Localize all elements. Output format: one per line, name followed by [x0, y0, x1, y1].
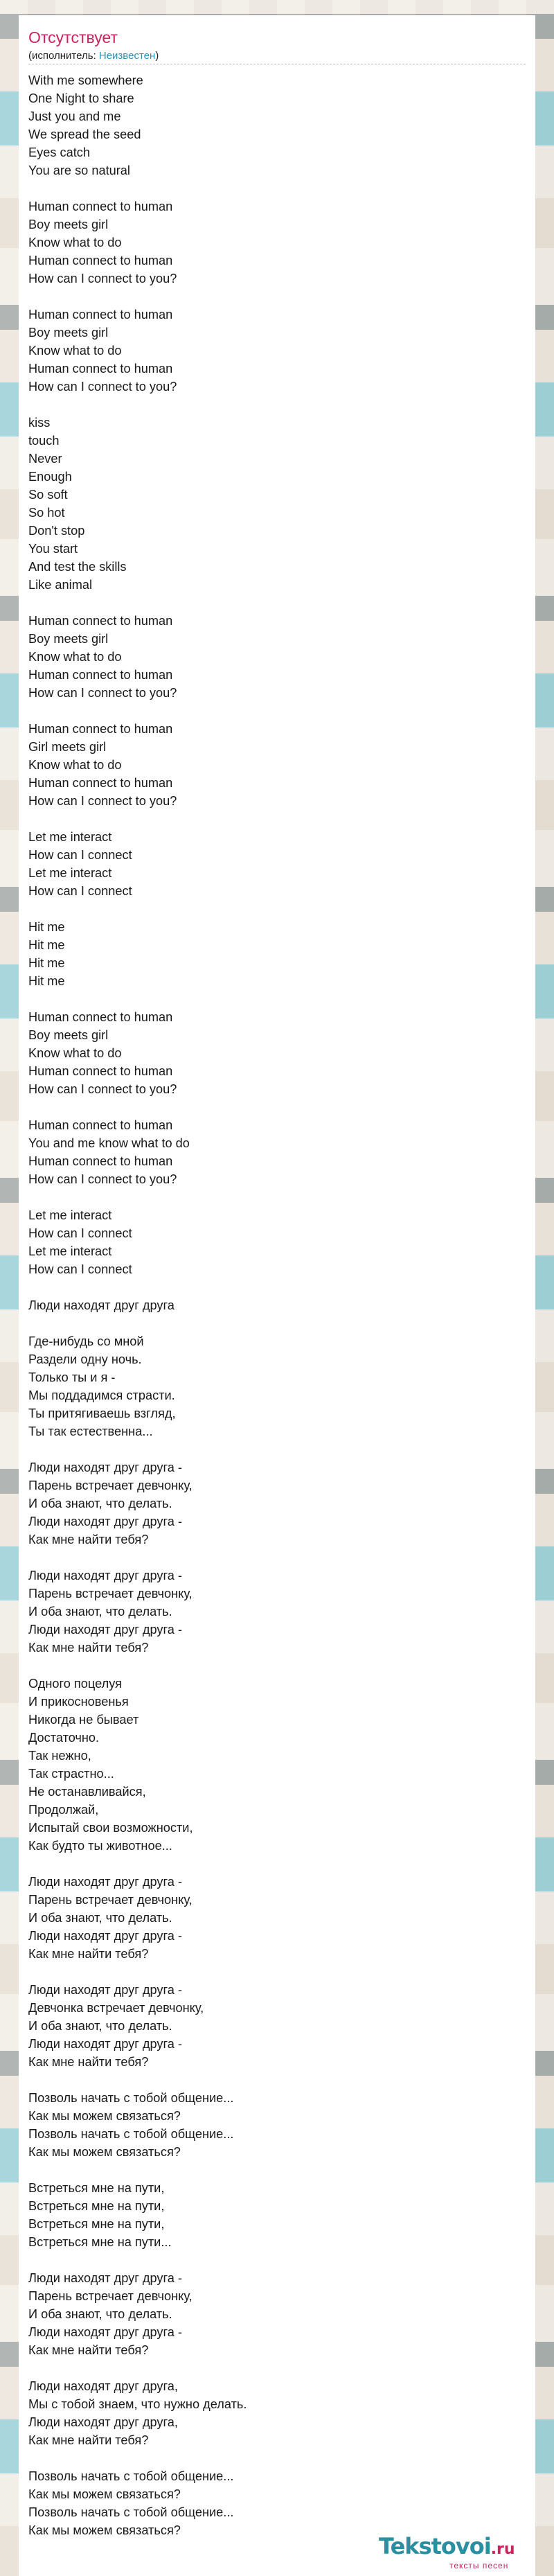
- logo-wordmark: [379, 2533, 515, 2559]
- artist-link[interactable]: Неизвестен: [98, 50, 156, 62]
- artist-line: [28, 49, 159, 63]
- artist-suffix: ): [155, 50, 159, 62]
- logo-name: Tekstovoi: [379, 2533, 491, 2559]
- logo-tagline: тексты песен: [449, 2561, 509, 2570]
- song-title: Отсутствует: [28, 28, 118, 46]
- logo-tld: .ru: [490, 2541, 515, 2558]
- site-logo[interactable]: [375, 2532, 535, 2576]
- lyrics-text: With me somewhere One Night to share Just you and me We spread the seed Eyes catch You are so natural Human connect to human Boy meets girl Know what to do Human connect to human How can I connect to you? Human connect to human Boy meets girl Know what to do Human connect to human How can I connect to you? kiss touch Never Enough So soft So hot Don't stop You start And test the skills Like animal Human connect to human Boy meets girl Know what to do Human connect to human How can I connect to you? Human connect to human Girl meets girl Know what to do Human connect to human How can I connect to you? Let me interact How can I connect Let me interact How can I connect Hit me Hit me Hit me Hit me Human connect to human Boy meets girl Know what to do Human connect to human How can I connect to you? Human connect to human You and me know what to do Human connect to human How can I connect to you? Let me interact How can I connect Let me interact How can I connect Люди находят друг друга Где-нибудь со мной Раздели одну ночь. Только ты и я - Мы поддадимся страсти. Ты притягиваешь взгляд, Ты так естественна... Люди находят друг друга - Парень встречает девчонку, И оба знают, что делать. Люди находят друг друга - Как мне найти тебя? Люди находят друг друга - Парень встречает девчонку, И оба знают, что делать. Люди находят друг друга - Как мне найти тебя? Одного поцелуя И прикосновенья Никогда не бывает Достаточно. Так нежно, Так страстно... Не останавливайся, Продолжай, Испытай свои возможности, Как будто ты животное... Люди находят друг друга - Парень встречает девчонку, И оба знают, что делать. Люди находят друг друга - Как мне найти тебя? Люди находят друг друга - Девчонка встречает девчонку, И оба знают, что делать. Люди находят друг друга - Как мне найти тебя? Позволь начать с тобой общение... Как мы можем связаться? Позволь начать с тобой общение... Как мы можем связаться? Встреться мне на пути, Встреться мне на пути, Встреться мне на пути, Встреться мне на пути... Люди находят друг друга - Парень встречает девчонку, И оба знают, что делать. Люди находят друг друга - Как мне найти тебя? Люди находят друг друга, Мы с тобой знаем, что нужно делать. Люди находят друг друга, Как мне найти тебя? Позволь начать с тобой общение... Как мы можем связаться? Позволь начать с тобой общение... Как мы можем связаться?: [28, 73, 247, 2537]
- artist-prefix: (исполнитель:: [28, 50, 99, 62]
- lyrics-page: [19, 15, 535, 2576]
